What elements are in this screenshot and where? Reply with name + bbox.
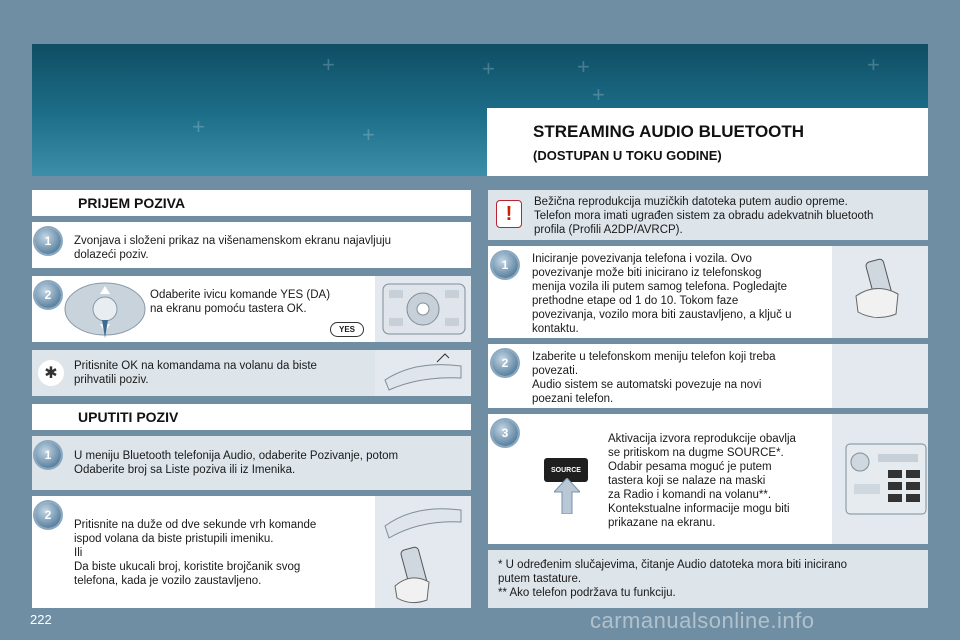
radio-illustration	[832, 414, 928, 544]
step-text: U meniju Bluetooth telefonija Audio, odaberite Pozivanje, potom Odaberite broj sa Liste poziva ili iz Imenika.	[74, 450, 399, 476]
stalk-phone-illustration	[375, 496, 471, 608]
warning-text: Bežična reprodukcija muzičkih datoteka putem audio opreme. Telefon mora imati ugrađen sistem za obradu adekvatnih bluetooth profila (Profili A2DP/AVRCP).	[534, 196, 874, 236]
warning-icon: !	[496, 200, 522, 228]
step-text: Pritisnite na duže od dve sekunde vrh komande ispod volana da biste pristupili imeniku. Ili Da biste ukucali broj, koristite brojčanik svog telefona, kada je vozilo zaustavljeno.	[74, 519, 317, 587]
bt-step-2	[488, 344, 928, 408]
radio-panel-icon	[375, 276, 471, 342]
decorative-plus-icon: +	[867, 52, 880, 77]
step-badge: 3	[492, 420, 518, 446]
step-badge: 2	[35, 282, 61, 308]
page-title: STREAMING AUDIO BLUETOOTH	[533, 122, 805, 141]
receive-step-3	[32, 350, 471, 396]
step-text: Izaberite u telefonskom meniju telefon koji treba povezati. Audio sistem se automatski povezuje na novi poezani telefon.	[532, 351, 776, 405]
step-badge: 2	[35, 502, 61, 528]
section-header-receive	[32, 190, 471, 216]
step-text: Aktivacija izvora reprodukcije obavlja se pritiskom na dugme SOURCE*. Odabir pesama moguć je putem tastera koji se nalaze na maski za Radio i komandi na volanu**. Kontekstualne informacije mogu biti prikazane na ekranu.	[608, 433, 796, 529]
side-panel	[832, 344, 928, 408]
decorative-plus-icon: +	[322, 52, 335, 77]
steering-control-icon: ✱	[38, 360, 64, 386]
stalk-illustration	[375, 350, 471, 396]
footnote-text: * U određenim slučajevima, čitanje Audio datoteka mora biti inicirano putem tastature. ** Ako telefon podržava tu funkciju.	[498, 559, 848, 599]
receive-step-2	[32, 276, 471, 342]
source-button[interactable]: SOURCE	[544, 458, 588, 482]
decorative-plus-icon: +	[362, 122, 375, 147]
decorative-plus-icon: +	[192, 114, 205, 139]
bt-step-1	[488, 246, 928, 338]
section-title: UPUTITI POZIV	[78, 409, 179, 425]
section-title: PRIJEM POZIVA	[78, 195, 186, 211]
decorative-plus-icon: +	[592, 82, 605, 107]
step-text: Zvonjava i složeni prikaz na višenamenskom ekranu najavljuju dolazeći poziv.	[74, 235, 392, 261]
step-badge: 1	[35, 228, 61, 254]
watermark: carmanualsonline.info	[590, 608, 815, 633]
page-subtitle: (DOSTUPAN U TOKU GODINE)	[533, 148, 722, 163]
bt-step-3	[488, 414, 928, 544]
phone-illustration	[832, 246, 928, 338]
call-step-2	[32, 496, 471, 608]
step-text: Iniciranje povezivanja telefona i vozila. Ovo povezivanje može biti inicirano iz telefonskog menija vozila ili putem samog telefona. Pogledajte prethodne etape od 1 do 10. Tokom faze povezivanja, vozilo mora biti zaustavljeno, a ključ u kontaktu.	[532, 253, 792, 335]
stalk-and-phone-icon	[375, 496, 471, 608]
radio-panel-illustration	[375, 276, 471, 342]
yes-button[interactable]: YES	[330, 322, 364, 337]
warning-box	[488, 190, 928, 240]
step-badge: 2	[492, 350, 518, 376]
step-badge: 1	[35, 442, 61, 468]
step-text: Odaberite ivicu komande YES (DA) na ekranu pomoću tastera OK.	[150, 289, 331, 315]
footnote-box	[488, 550, 928, 608]
steering-joypad-icon	[62, 280, 148, 338]
title-box	[487, 108, 928, 176]
phone-in-hand-icon	[832, 246, 928, 338]
decorative-plus-icon: +	[482, 56, 495, 81]
step-badge: 1	[492, 252, 518, 278]
call-step-1	[32, 436, 471, 490]
press-arrow-icon	[554, 478, 580, 514]
decorative-plus-icon: +	[577, 54, 590, 79]
radio-unit-icon	[832, 414, 928, 544]
page-number: 222	[30, 612, 52, 627]
step-text: Pritisnite OK na komandama na volanu da biste prihvatili poziv.	[74, 360, 317, 386]
receive-step-1	[32, 222, 471, 268]
steering-stalk-icon	[375, 350, 471, 396]
section-header-call	[32, 404, 471, 430]
